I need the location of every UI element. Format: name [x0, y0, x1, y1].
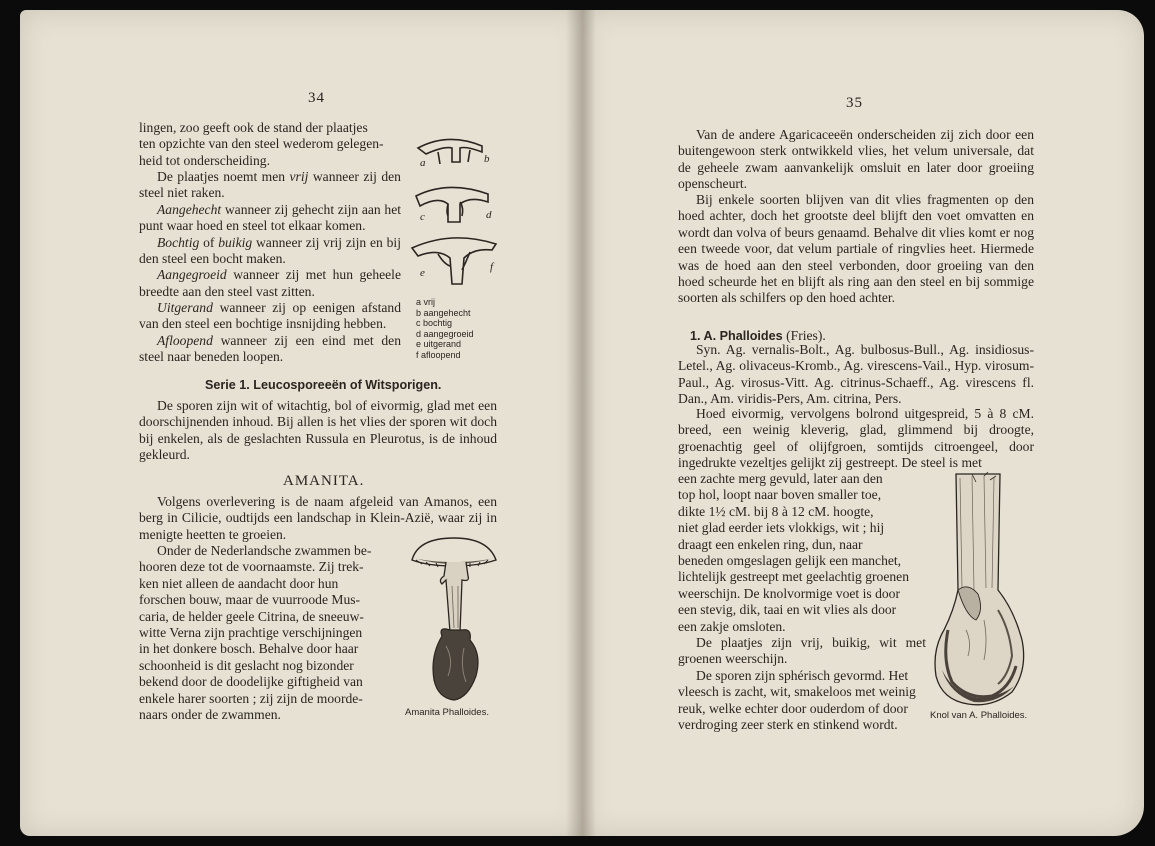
fig-letter-c: c [420, 211, 425, 223]
legend-item: b aangehecht [416, 307, 471, 318]
synonyms: Syn. Ag. vernalis-Bolt., Ag. bulbosus-Bull., Ag. insidiosus-Letel., Ag. olivaceus-Kromb., Ag. virescens-Vail., Hyp. virosum-Paul., Ag. virosus-Vitt. Ag. citrinus-Schaeff., Ag. virescens fl. Dan., Am. viridis-Pers, Am. citrina, Pers. [678, 342, 1034, 407]
section-title-amanita: AMANITA. [283, 473, 365, 489]
text-line: schoonheid is dit geslacht nog bizonder [139, 657, 354, 673]
legend-item: a vrij [416, 297, 436, 307]
page-number-left: 34 [308, 90, 325, 106]
def-afloopend: Afloopend wanneer zij een eind met den steel naar beneden loopen. [139, 332, 401, 365]
text-line: draagt een enkelen ring, dun, naar [678, 536, 863, 552]
text-line: witte Verna zijn prachtige verschijningen [139, 625, 363, 641]
text-line: lichtelijk gestreept met geelachtig groenen [678, 569, 910, 585]
text-line: De sporen zijn sphérisch gevormd. Het [696, 668, 909, 683]
species-heading: 1. A. Phalloides (Fries). [690, 328, 826, 343]
plaatjes-description: De plaatjes zijn vrij, buikig, wit met groenen weerschijn. [678, 635, 926, 667]
legend-item: c bochtig [416, 318, 453, 329]
definitions [139, 169, 401, 300]
text-line: reuk, welke echter door ouderdom of door [678, 700, 908, 716]
legend-item: f afloopend [416, 349, 461, 360]
def-uitgerand: Uitgerand wanneer zij op eenigen afstand van den steel een bochtige insnijding hebben. [139, 300, 401, 332]
text-line: hooren deze tot de voornaamste. Zij trek- [139, 559, 364, 575]
fig-letter-b: b [484, 153, 490, 165]
text-line: weerschijn. De knolvormige voet is door [678, 585, 900, 601]
figure-legend [416, 297, 474, 361]
volva-knol-illustration [928, 470, 1034, 710]
text-line: dikte 1½ cM. bij 8 à 12 cM. hoogte, [678, 503, 874, 519]
caption-knol-phalloides: Knol van A. Phalloides. [930, 710, 1028, 721]
text-line: forschen bouw, maar de vuurroode Mus- [139, 592, 361, 608]
def-aangehecht: Aangehecht wanneer zij gehecht zijn aan het punt waar hoed en steel tot elkaar komen. [139, 201, 401, 234]
def-aangegroeid: Aangegroeid wanneer zij met hun geheele breedte aan den steel vast zitten. [139, 267, 401, 299]
def-vrij: De plaatjes noemt men vrij wanneer zij den steel niet raken. [139, 169, 401, 201]
text-line: top hol, loopt naar boven smaller toe, [678, 487, 882, 503]
serie-heading: Serie 1. Leucosporeeën of Witsporigen. [205, 378, 442, 392]
text-line: ken niet alleen de aandacht door hun [139, 575, 339, 591]
legend-item: d aangegroeid [416, 328, 474, 339]
fig-letter-d: d [486, 209, 492, 221]
intro-line: lingen, zoo geeft ook de stand der plaatjes [139, 120, 368, 135]
gill-figure-bochtig-aangegroeid [416, 187, 488, 222]
hoed-description: Hoed eivormig, vervolgens bolrond uitgespreid, 5 à 8 cM. breed, een weinig kleverig, glad, glimmend bij droogte, groenachtig geel of olijfgroen, somtijds citroengeel, door ingedrukte vezeltjes gelijkt zij gestreept. De steel is met [678, 406, 1034, 471]
fig-letter-e: e [420, 267, 425, 279]
text-line: verdroging zeer sterk en stinkend wordt. [678, 717, 898, 733]
intro-text [139, 120, 401, 169]
book-gutter [566, 10, 596, 836]
gill-figure-vrij-aangehecht [418, 139, 482, 164]
legend-item: e uitgerand [416, 339, 462, 350]
definitions-continued [139, 300, 401, 366]
def-bochtig: Bochtig of buikig wanneer zij vrij zijn en bij den steel een bocht maken. [139, 234, 401, 267]
sporen-description [678, 668, 926, 734]
serie-text: De sporen zijn wit of witachtig, bol of eivormig, glad met een doorschijnenden inhoud. Bij allen is het vlies der sporen wit doch bij enkelen, als de geslachten Russula en Pleurotus, is de inhoud gekleurd. [139, 398, 497, 463]
text-line: bekend door de doodelijke giftigheid van [139, 674, 363, 690]
velum-paragraph-2: Bij enkele soorten blijven van dit vlies fragmenten op den hoed achter, doch het grootste deel blijft den voet omvatten en wordt dan volva of beurs genaamd. Behalve dit vlies komt er nog een tweede voor, dat velum partiale of ringvlies heet. Hiermede was de hoed aan den steel verbonden, door groeiing van den hoed scheurde het en blijft als ring aan den steel en bij sommige soorten als schilfers op den hoed achter. [678, 192, 1034, 306]
velum-paragraph-1: Van de andere Agaricaceeën onderscheiden zij zich door een buitengewoon sterk ontwikkeld vlies, het velum universale, dat de geheele zwam aanvankelijk omsluit en later door groeiing openscheurt. [678, 127, 1034, 192]
text-line: beneden omgeslagen gelijk een manchet, [678, 553, 902, 569]
text-line: een zachte merg gevuld, later aan den [678, 471, 883, 486]
intro-line: ten opzichte van den steel wederom gelegen- [139, 136, 384, 152]
fig-letter-a: a [420, 157, 426, 169]
caption-amanita-phalloides: Amanita Phalloides. [405, 707, 489, 718]
text-line: Onder de Nederlandsche zwammen be- [157, 543, 372, 558]
amanita-phalloides-illustration [408, 536, 500, 704]
gill-attachment-diagrams [408, 132, 504, 290]
text-line: een stevig, dik, taai en wit vlies als door [678, 602, 897, 618]
text-line: caria, de helder geele Citrina, de sneeuw- [139, 608, 364, 624]
text-line: naars onder de zwammen. [139, 707, 281, 723]
text-line: een zakje omsloten. [678, 618, 786, 634]
fig-letter-f: f [490, 261, 494, 273]
text-line: enkele harer soorten ; zij zijn de moorde- [139, 690, 363, 706]
intro-line: heid tot onderscheiding. [139, 152, 270, 168]
amanita-paragraph-1: Volgens overlevering is de naam afgeleid van Amanos, een berg in Cilicie, oudtijds een landschap in Klein-Azië, waar zij in menigte heetten te groeien. [139, 494, 497, 542]
steel-description [678, 471, 926, 635]
amanita-paragraph-2 [139, 543, 403, 723]
page-number-right: 35 [846, 95, 863, 111]
text-line: niet glad eerder iets vlokkigs, wit ; hij [678, 520, 885, 536]
text-line: vleesch is zacht, wit, smakeloos met weinig [678, 684, 916, 700]
text-line: in het donkere bosch. Behalve door haar [139, 641, 359, 657]
